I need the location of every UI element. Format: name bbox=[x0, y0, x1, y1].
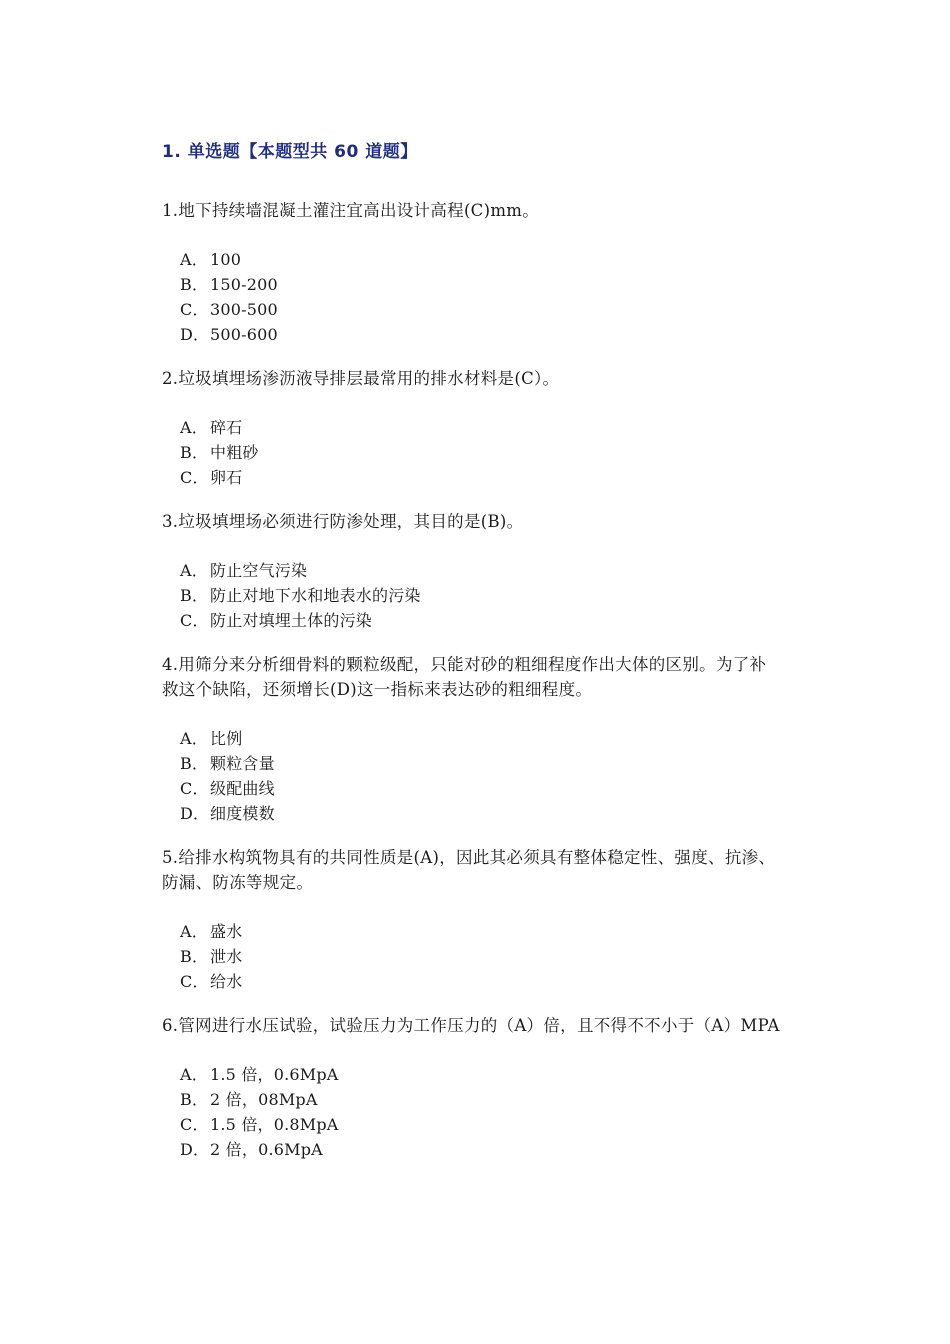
option-item bbox=[180, 297, 782, 322]
option-letter: C． bbox=[180, 972, 209, 991]
option-letter: B． bbox=[180, 275, 209, 294]
option-text: 500-600 bbox=[210, 325, 278, 344]
option-letter: C． bbox=[180, 300, 209, 319]
option-letter: A． bbox=[180, 418, 208, 437]
question-list bbox=[162, 198, 782, 1181]
option-text: 卵石 bbox=[210, 468, 243, 487]
question-text: 3.垃圾填埋场必须进行防渗处理，其目的是(B)。 bbox=[162, 512, 524, 531]
option-list bbox=[162, 1062, 782, 1162]
option-letter: C． bbox=[180, 779, 209, 798]
option-letter: B． bbox=[180, 586, 209, 605]
question-block bbox=[162, 845, 782, 994]
option-item bbox=[180, 1062, 782, 1087]
option-letter: C． bbox=[180, 611, 209, 630]
option-text: 100 bbox=[210, 250, 242, 269]
option-letter: D． bbox=[180, 1140, 210, 1159]
question-text: 1.地下持续墙混凝土灌注宜高出设计高程(C)mm。 bbox=[162, 201, 540, 220]
option-item bbox=[180, 944, 782, 969]
option-item bbox=[180, 1137, 782, 1162]
option-letter: B． bbox=[180, 443, 209, 462]
option-text: 150-200 bbox=[210, 275, 278, 294]
option-text: 防止空气污染 bbox=[210, 561, 308, 580]
question-text: 2.垃圾填埋场渗沥液导排层最常用的排水材料是(C）。 bbox=[162, 369, 560, 388]
question-block bbox=[162, 366, 782, 490]
question-block bbox=[162, 509, 782, 633]
option-text: 比例 bbox=[210, 729, 243, 748]
option-item bbox=[180, 1087, 782, 1112]
section-heading: 1. 单选题【本题型共 60 道题】 bbox=[162, 142, 418, 162]
question-block bbox=[162, 1013, 782, 1162]
option-text: 300-500 bbox=[210, 300, 278, 319]
question-block bbox=[162, 198, 782, 347]
question-text: 5.给排水构筑物具有的共同性质是(A)，因此其必须具有整体稳定性、强度、抗渗、防漏、防冻等规定。 bbox=[162, 848, 776, 892]
option-text: 1.5 倍，0.6MpA bbox=[210, 1065, 339, 1084]
question-text: 6.管网进行水压试验，试验压力为工作压力的（A）倍，且不得不不小于（A）MPA bbox=[162, 1016, 780, 1035]
option-text: 泄水 bbox=[210, 947, 243, 966]
option-letter: A． bbox=[180, 1065, 208, 1084]
option-letter: C． bbox=[180, 1115, 209, 1134]
option-item bbox=[180, 726, 782, 751]
option-item bbox=[180, 272, 782, 297]
option-list bbox=[162, 415, 782, 490]
option-letter: C． bbox=[180, 468, 209, 487]
option-item bbox=[180, 415, 782, 440]
option-text: 2 倍，0.6MpA bbox=[210, 1140, 323, 1159]
option-letter: D． bbox=[180, 325, 210, 344]
question-block bbox=[162, 652, 782, 826]
option-item bbox=[180, 322, 782, 347]
option-text: 盛水 bbox=[210, 922, 243, 941]
option-item bbox=[180, 919, 782, 944]
option-list bbox=[162, 726, 782, 826]
option-text: 给水 bbox=[210, 972, 243, 991]
option-list bbox=[162, 919, 782, 994]
option-text: 2 倍，08MpA bbox=[210, 1090, 318, 1109]
option-item bbox=[180, 465, 782, 490]
option-letter: A． bbox=[180, 561, 208, 580]
question-text: 4.用筛分来分析细骨料的颗粒级配，只能对砂的粗细程度作出大体的区别。为了补救这个缺陷，还须增长(D)这一指标来表达砂的粗细程度。 bbox=[162, 655, 767, 699]
option-item bbox=[180, 583, 782, 608]
option-text: 防止对填埋土体的污染 bbox=[210, 611, 373, 630]
option-text: 级配曲线 bbox=[210, 779, 275, 798]
option-letter: B． bbox=[180, 754, 209, 773]
option-item bbox=[180, 801, 782, 826]
option-item bbox=[180, 558, 782, 583]
option-item bbox=[180, 608, 782, 633]
option-item bbox=[180, 440, 782, 465]
option-list bbox=[162, 247, 782, 347]
option-text: 中粗砂 bbox=[210, 443, 259, 462]
option-text: 颗粒含量 bbox=[210, 754, 275, 773]
option-letter: A． bbox=[180, 922, 208, 941]
option-item bbox=[180, 247, 782, 272]
option-item bbox=[180, 751, 782, 776]
option-letter: B． bbox=[180, 1090, 209, 1109]
option-item bbox=[180, 776, 782, 801]
option-text: 1.5 倍，0.8MpA bbox=[210, 1115, 339, 1134]
option-item bbox=[180, 1112, 782, 1137]
option-letter: B． bbox=[180, 947, 209, 966]
option-text: 碎石 bbox=[210, 418, 243, 437]
option-letter: A． bbox=[180, 729, 208, 748]
option-letter: D． bbox=[180, 804, 210, 823]
option-list bbox=[162, 558, 782, 633]
option-letter: A． bbox=[180, 250, 208, 269]
option-text: 防止对地下水和地表水的污染 bbox=[210, 586, 421, 605]
option-text: 细度模数 bbox=[210, 804, 275, 823]
option-item bbox=[180, 969, 782, 994]
